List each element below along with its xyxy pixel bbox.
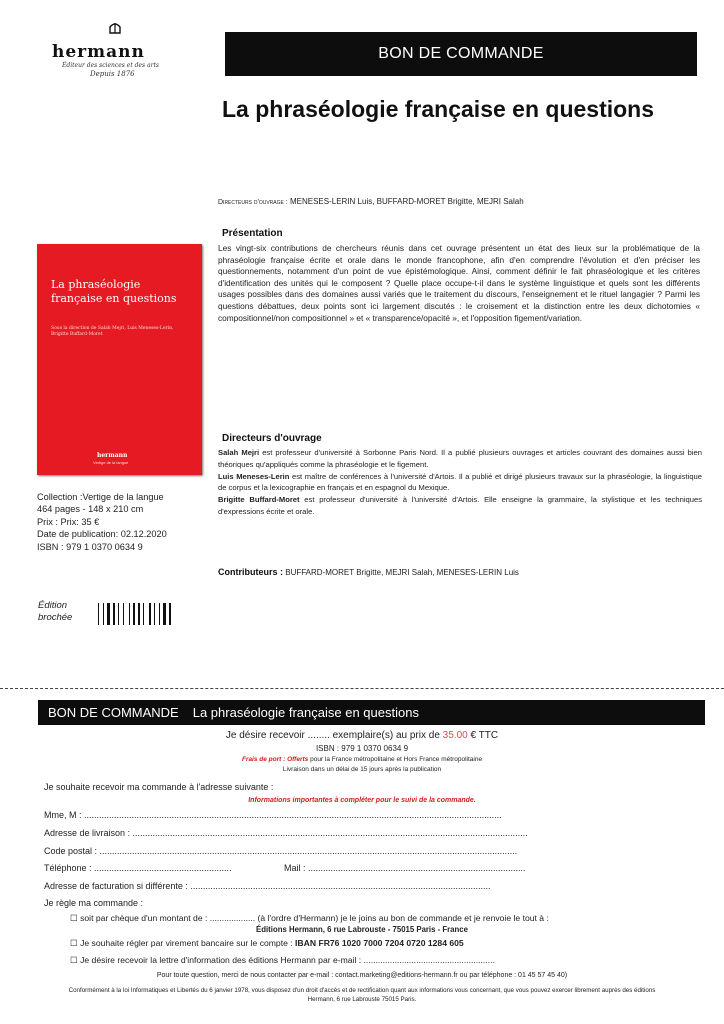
payment-transfer-line: [70, 938, 464, 949]
edition-line-2: brochée: [38, 612, 73, 623]
book-metadata: [37, 491, 167, 553]
meta-price: Prix : Prix: 35 €: [37, 516, 100, 527]
billing-address-field[interactable]: Adresse de facturation si différente : ........................................................................................................................: [44, 881, 491, 891]
cover-collection: Vertige de la langue: [93, 460, 129, 465]
order-form-banner: BON DE COMMANDE: [225, 32, 697, 76]
payment-intro: Je règle ma commande :: [44, 898, 144, 908]
directors-bios: [218, 447, 702, 518]
delivery-address-field[interactable]: Adresse de livraison : ..............................................................................................................................................................: [44, 828, 528, 838]
contributors-label: Contributeurs :: [218, 567, 283, 577]
shipping-free: Frais de port : Offerts: [241, 756, 309, 763]
order-bar-title: La phraséologie française en questions: [192, 705, 419, 720]
cover-directors: Sous la direction de Salah Mejri, Luis Meneses-Lerin, Brigitte Buffard-Moret: [51, 326, 174, 337]
meta-pages: 464 pages - 148 x 210 cm: [37, 504, 144, 515]
bio-name-buffard: Brigitte Buffard-Moret: [218, 495, 300, 505]
address-intro: Je souhaite recevoir ma commande à l'adresse suivante :: [44, 782, 274, 792]
presentation-heading: Présentation: [222, 228, 283, 239]
contributors-names: BUFFARD-MORET Brigitte, MEJRI Salah, MENESES-LERIN Luis: [285, 568, 519, 577]
bio-text-buffard: est professeur d'université à l'université d'Artois. Elle enseigne la grammaire, la stylistique et les techniques d'expressions écrite et orale.: [218, 495, 703, 516]
barcode-icon: [97, 603, 187, 625]
desire-text: Je désire recevoir ........ exemplaire(s) au prix de: [225, 730, 440, 741]
order-isbn: ISBN : 979 1 0370 0634 9: [315, 744, 409, 753]
legal-notice: Conformément à la loi Informatiques et Libertés du 6 janvier 1978, vous disposez d'un droit d'accès et de rectification quant aux informations vous concernant, que vous pouvez exercer librement auprès des éditions Hermann, 6 rue Labrouste 75015 Paris.: [68, 987, 656, 1003]
payment-check-option[interactable]: ☐ soit par chèque d'un montant de : ................... (à l'ordre d'Hermann) je le joins au bon de commande et je renvoie le tout à :: [70, 913, 549, 923]
shipping-scope: pour la France métropolitaine et Hors France métropolitaine: [308, 756, 483, 763]
directors-label: Directeurs d'ouvrage :: [218, 199, 288, 206]
directors-names: MENESES-LERIN Luis, BUFFARD-MORET Brigitte, MEJRI Salah: [289, 197, 524, 206]
contact-line: Pour toute question, merci de nous contacter par e-mail : contact.marketing@editions-hermann.fr ou par téléphone : 01 45 57 45 40): [156, 972, 568, 979]
publisher-tagline: Éditeur des sciences et des arts: [62, 62, 159, 69]
presentation-text: Les vingt-six contributions de chercheurs réunis dans cet ouvrage présentent un état des lieux sur la problématique de la phraséologie française écrite et orale dans le monde francophone, afin d'en comprendre l'évolution et d'en préciser les questionnements, notamment d'un point de vue épistémologique. Ainsi, comment définir le fait phraséologique et les critères d'identification des unités qui le composent ? Quelle place occupe-t-il dans le système linguistique et quels sont les différents usages possibles dans des domaines aussi variés que le traitement du discours, l'enseignement et le rituel langagier ? Parmi les questions débattues, deux points sont ici largement discutés : le croisement et la distinction entre les deux dichotomies « compositionnel/non compositionnel » et « transparence/opacité », et l'opposition figement/variation.: [218, 243, 700, 323]
contributors-line: [218, 567, 519, 577]
order-price: 35.00: [442, 730, 468, 741]
cut-line: [0, 688, 724, 689]
iban: IBAN FR76 1020 7000 7204 0720 1284 605: [295, 938, 464, 948]
meta-isbn: ISBN : 979 1 0370 0634 9: [37, 541, 143, 552]
cover-publisher: hermann: [97, 452, 128, 459]
mail-field[interactable]: Mail : .......................................................................................: [284, 863, 526, 873]
order-quantity-line: [0, 730, 724, 741]
bio-text-mejri: est professeur d'université à Sorbonne Paris Nord. Il a publié plusieurs ouvrages et articles couvrant des domaines aussi bien théoriques qu'appliqués comme la phraséologie et le figement.: [218, 448, 702, 469]
publisher-since: Depuis 1876: [90, 70, 135, 78]
phone-field[interactable]: Téléphone : .......................................................: [44, 863, 232, 873]
check-address: Éditions Hermann, 6 rue Labrouste - 75015 Paris - France: [256, 925, 468, 934]
bio-name-meneses: Luis Meneses-Lerin: [218, 471, 290, 481]
important-info: Informations importantes à compléter pour le suivi de la commande.: [248, 797, 476, 804]
payment-transfer-option[interactable]: ☐ Je souhaite régler par virement bancaire sur le compte :: [70, 938, 293, 948]
book-title: La phraséologie française en questions: [222, 96, 655, 122]
bio-name-mejri: Salah Mejri: [218, 448, 260, 457]
bio-text-meneses: est maître de conférences à l'université d'Artois. Il a publié et dirigé plusieurs travaux sur la phraséologie, la linguistique de corpus et la lexicographie en français et en espagnol du Mexique.: [218, 471, 702, 493]
desire-currency: € TTC: [470, 730, 499, 741]
newsletter-option[interactable]: ☐ Je désire recevoir la lettre d'information des éditions Hermann par e-mail : .......................................................: [70, 955, 495, 965]
delivery-delay: Livraison dans un délai de 15 jours après la publication: [282, 766, 442, 773]
book-cover: [37, 244, 202, 475]
directors-line: [218, 197, 524, 206]
logo-emblem-icon: [107, 20, 123, 36]
name-field[interactable]: Mme, M : .......................................................................................................................................................................: [44, 810, 502, 820]
shipping-line: [0, 756, 724, 763]
directors-heading: Directeurs d'ouvrage: [222, 433, 322, 444]
meta-collection: Collection :Vertige de la langue: [37, 492, 164, 502]
meta-date: Date de publication: 02.12.2020: [37, 529, 167, 540]
cover-title: La phraséologie française en questions: [51, 278, 177, 305]
postal-code-field[interactable]: Code postal : .......................................................................................................................................................................: [44, 846, 518, 856]
order-bar: [38, 700, 705, 725]
order-bar-label: BON DE COMMANDE: [48, 705, 179, 720]
publisher-logo: hermann: [52, 42, 145, 62]
edition-line-1: Édition: [38, 600, 68, 611]
edition-type: [38, 600, 72, 624]
